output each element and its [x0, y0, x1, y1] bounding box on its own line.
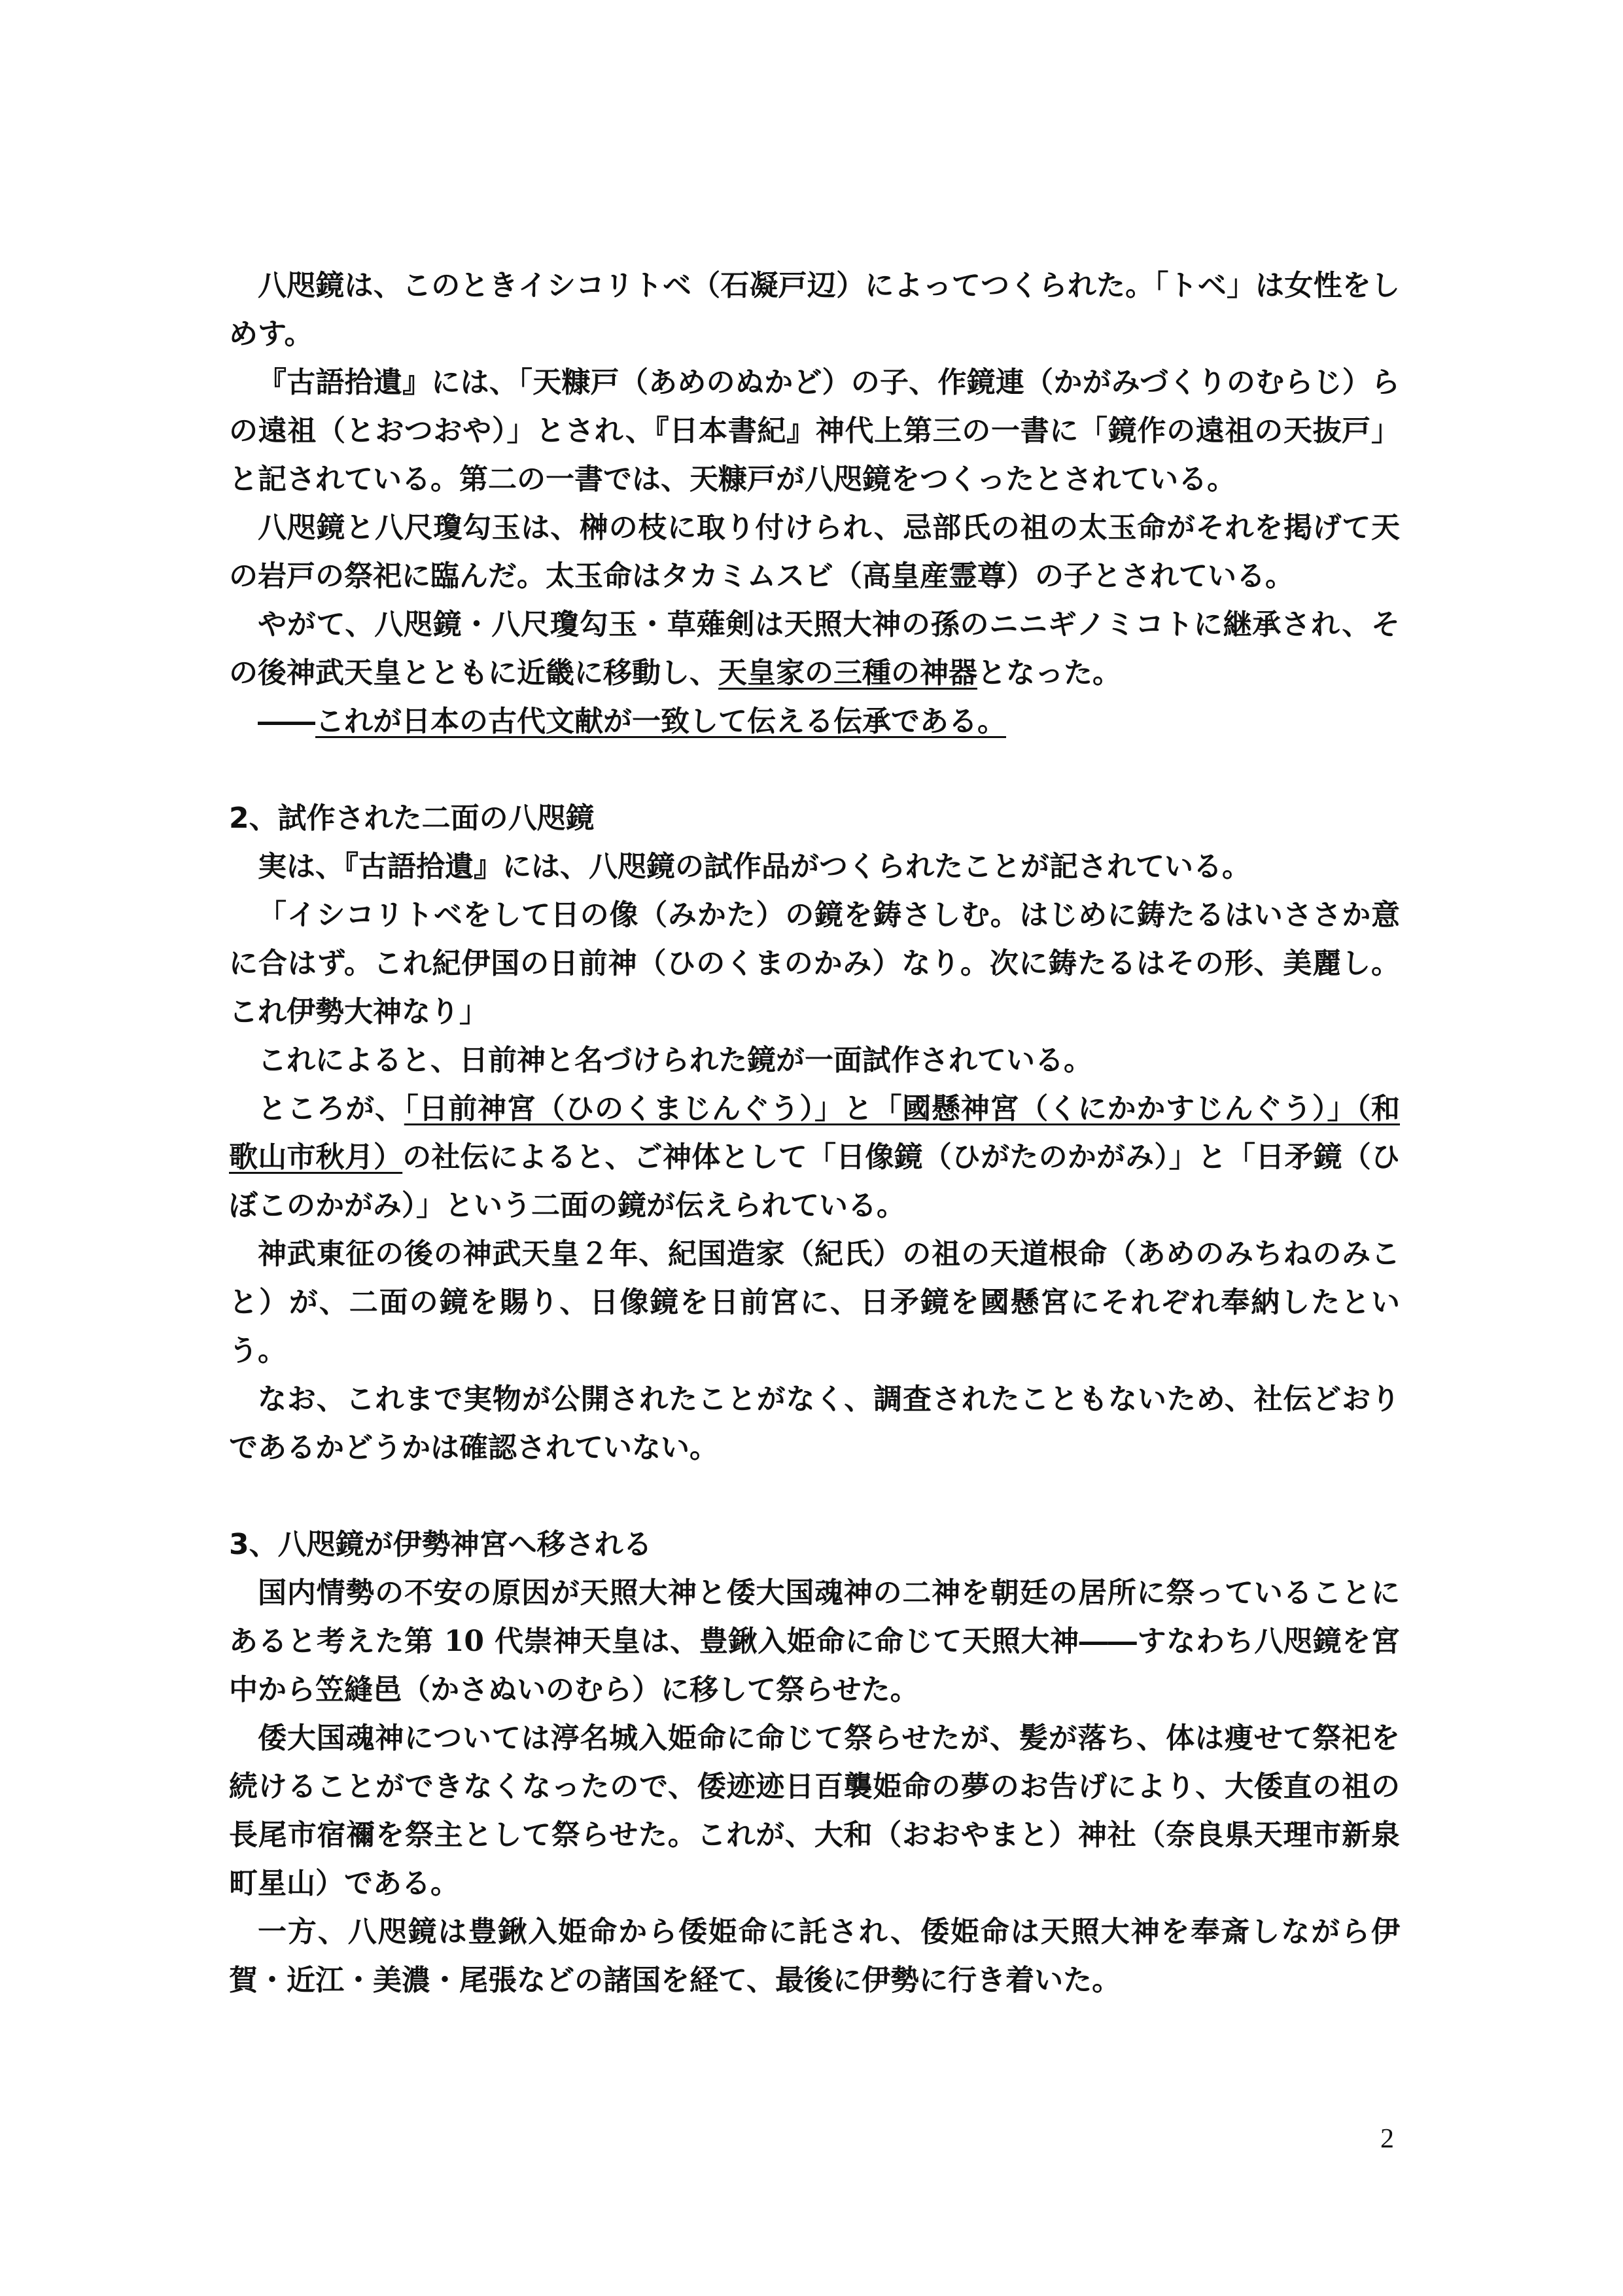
paragraph-futodama: 八咫鏡と八尺瓊勾玉は、榊の枝に取り付けられ、忌部氏の祖の太玉命がそれを掲げて天の岩戸の祭祀に臨んだ。太玉命はタカミムスビ（高皇産霊尊）の子とされている。: [229, 511, 1400, 593]
paragraph-kogo-shui: 『古語拾遺』には、「天糠戸（あめのぬかど）の子、作鏡連（かがみづくりのむらじ）らの遠祖（とおつおや）」とされ、『日本書紀』神代上第三の一書に「鏡作の遠祖の天抜戸」と記されている。第二の一書では、天糠戸が八咫鏡をつくったとされている。: [229, 366, 1400, 496]
paragraph-yamato-okunitama: 倭大国魂神については渟名城入姫命に命じて祭らせたが、髪が落ち、体は痩せて祭祀を続けることができなくなったので、倭迹迹日百襲姫命の夢のお告げにより、大倭直の祖の長尾市宿禰を祭主として祭らせた。これが、大和（おおやまと）神社（奈良県天理市新泉町星山）である。: [229, 1722, 1400, 1900]
document-page: [229, 262, 1400, 2005]
dash-mark: ――: [258, 705, 315, 738]
underlined-text: 「日前神宮（ひのくまじんぐう）」と「國懸神宮（くにかかすじんぐう）」（和歌山市秋月）: [229, 1092, 1400, 1174]
underlined-text: これが日本の古代文献が一致して伝える伝承である。: [315, 705, 1006, 738]
text-segment: やがて、八咫鏡・八尺瓊勾玉・草薙剣は天照大神の孫のニニギノミコトに継承され、その後神武天皇とともに近畿に移動し、: [229, 608, 1400, 690]
paragraph-tradition-conclusion: [229, 698, 1400, 746]
section-heading-2: 2、試作された二面の八咫鏡: [229, 802, 595, 835]
paragraph-quote: 「イシコリトベをして日の像（みかた）の鏡を鋳さしむ。はじめに鋳たるはいささか意に合はず。これ紀伊国の日前神（ひのくまのかみ）なり。次に鋳たるはその形、美麗し。これ伊勢大神なり」: [229, 898, 1400, 1029]
paragraph-yamatohime: 一方、八咫鏡は豊鍬入姫命から倭姫命に託され、倭姫命は天照大神を奉斎しながら伊賀・近江・美濃・尾張などの諸国を経て、最後に伊勢に行き着いた。: [229, 1915, 1400, 1997]
paragraph-shrine-tradition: [229, 1085, 1400, 1230]
paragraph-hinokuma: これによると、日前神と名づけられた鏡が一面試作されている。: [258, 1044, 1092, 1077]
text-segment: の社伝によると、ご神体として「日像鏡（ひがたのかがみ）」と「日矛鏡（ひぼこのかがみ）」という二面の鏡が伝えられている。: [229, 1140, 1400, 1222]
section-heading-3: 3、八咫鏡が伊勢神宮へ移される: [229, 1528, 652, 1561]
underlined-text: 天皇家の三種の神器: [718, 656, 977, 690]
paragraph-yata-mirror-origin: 八咫鏡は、このときイシコリトベ（石凝戸辺）によってつくられた。「トベ」は女性をしめす。: [229, 269, 1400, 351]
paragraph-jimmu: 神武東征の後の神武天皇２年、紀国造家（紀氏）の祖の天道根命（あめのみちねのみこと）が、二面の鏡を賜り、日像鏡を日前宮に、日矛鏡を國懸宮にそれぞれ奉納したという。: [229, 1237, 1400, 1368]
paragraph-prototype: 実は、『古語拾遺』には、八咫鏡の試作品がつくられたことが記されている。: [258, 850, 1251, 883]
page-number: 2: [1380, 2124, 1394, 2154]
paragraph-sujin: 国内情勢の不安の原因が天照大神と倭大国魂神の二神を朝廷の居所に祭っていることにあると考えた第 10 代崇神天皇は、豊鍬入姫命に命じて天照大神――すなわち八咫鏡を宮中から笠縫邑（かさぬいのむら）に移して祭らせた。: [229, 1576, 1400, 1706]
text-segment: ところが、: [258, 1092, 404, 1125]
text-segment: となった。: [977, 656, 1121, 690]
paragraph-unverified: なお、これまで実物が公開されたことがなく、調査されたこともないため、社伝どおりであるかどうかは確認されていない。: [229, 1383, 1400, 1464]
paragraph-three-regalia: [229, 601, 1400, 698]
